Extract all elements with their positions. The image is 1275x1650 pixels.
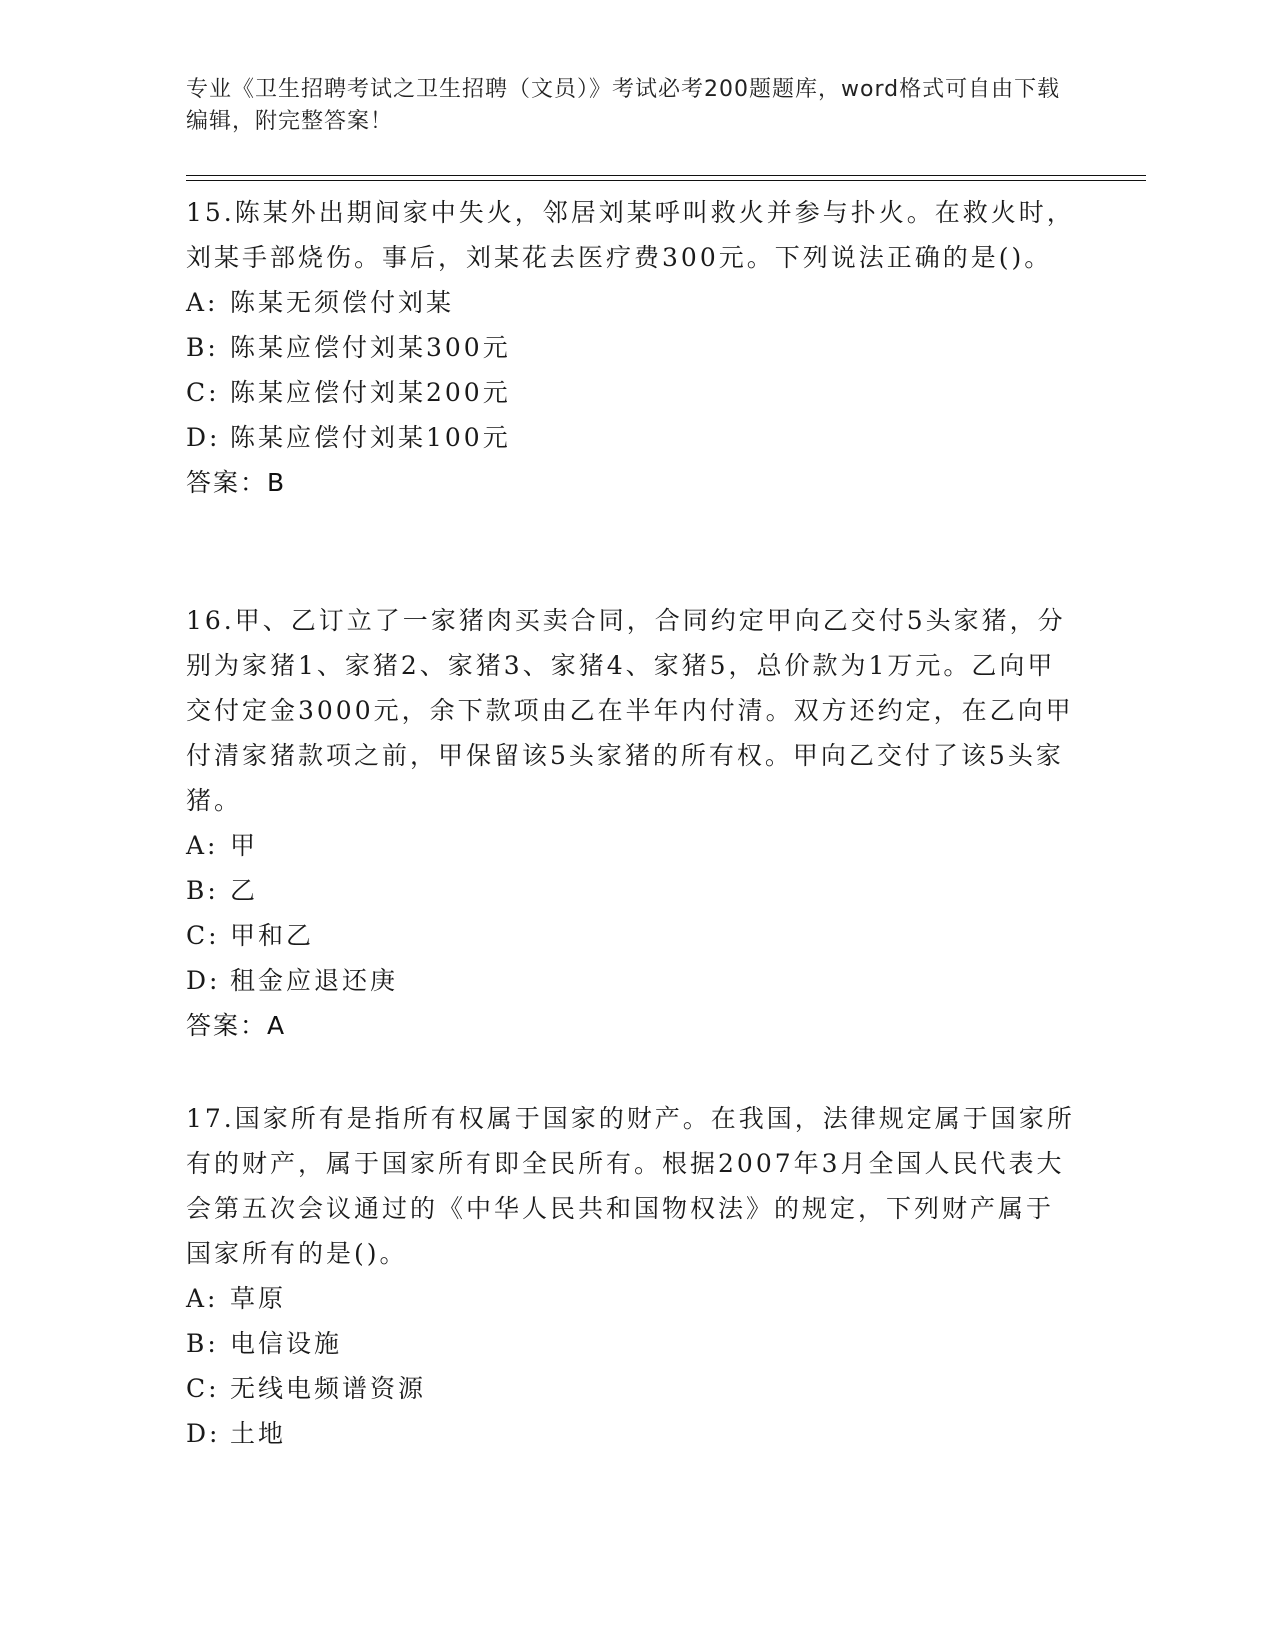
answer-line: 答案：A — [186, 1011, 287, 1040]
option-b — [186, 868, 1076, 913]
question-17 — [186, 1096, 1076, 1456]
option-b — [186, 1321, 1076, 1366]
header-divider-bottom — [186, 180, 1146, 181]
option-a — [186, 1276, 1076, 1321]
header-divider-top — [186, 175, 1146, 176]
document-header: 专业《卫生招聘考试之卫生招聘（文员）》考试必考200题题库，word格式可自由下载编辑，附完整答案！ — [186, 77, 1061, 134]
option-c — [186, 1366, 1076, 1411]
option-a — [186, 823, 1076, 868]
option-letter: A: — [186, 831, 219, 860]
option-list — [186, 823, 1076, 1003]
option-letter: A: — [186, 1284, 219, 1313]
question-text: 17.国家所有是指所有权属于国家的财产。在我国，法律规定属于国家所有的财产，属于国家所有即全民所有。根据2007年3月全国人民代表大会第五次会议通过的《中华人民共和国物权法》的规定，下列财产属于国家所有的是()。 — [186, 1104, 1075, 1268]
option-letter: D: — [186, 966, 221, 995]
option-c — [186, 370, 1076, 415]
option-text: 土地 — [230, 1419, 287, 1448]
option-letter: B: — [186, 876, 219, 905]
option-letter: D: — [186, 423, 221, 452]
option-text: 电信设施 — [230, 1329, 343, 1358]
option-b — [186, 325, 1076, 370]
option-a — [186, 280, 1076, 325]
option-text: 乙 — [230, 876, 259, 905]
option-text: 甲 — [230, 831, 259, 860]
option-text: 陈某应偿付刘某100元 — [230, 423, 511, 452]
option-text: 无线电频谱资源 — [230, 1374, 427, 1403]
option-letter: B: — [186, 1329, 219, 1358]
option-d — [186, 1411, 1076, 1456]
option-text: 草原 — [230, 1284, 287, 1313]
question-text: 16.甲、乙订立了一家猪肉买卖合同，合同约定甲向乙交付5头家猪，分别为家猪1、家猪2、家猪3、家猪4、家猪5，总价款为1万元。乙向甲交付定金3000元，余下款项由乙在半年内付清。双方还约定，在乙向甲付清家猪款项之前，甲保留该5头家猪的所有权。甲向乙交付了该5头家猪。 — [186, 606, 1074, 815]
answer-line: 答案：B — [186, 468, 287, 497]
option-d — [186, 415, 1076, 460]
option-text: 陈某应偿付刘某300元 — [230, 333, 511, 362]
option-text: 租金应退还庚 — [230, 966, 399, 995]
option-text: 甲和乙 — [230, 921, 315, 950]
question-text: 15.陈某外出期间家中失火，邻居刘某呼叫救火并参与扑火。在救火时，刘某手部烧伤。事后，刘某花去医疗费300元。下列说法正确的是()。 — [186, 198, 1075, 272]
question-16 — [186, 598, 1076, 1048]
option-letter: C: — [186, 921, 220, 950]
option-text: 陈某无须偿付刘某 — [230, 288, 455, 317]
option-letter: D: — [186, 1419, 221, 1448]
question-15 — [186, 190, 1076, 505]
option-d — [186, 958, 1076, 1003]
option-letter: A: — [186, 288, 219, 317]
option-letter: C: — [186, 1374, 220, 1403]
option-text: 陈某应偿付刘某200元 — [230, 378, 511, 407]
option-list — [186, 1276, 1076, 1456]
option-c — [186, 913, 1076, 958]
option-list — [186, 280, 1076, 460]
option-letter: B: — [186, 333, 219, 362]
option-letter: C: — [186, 378, 220, 407]
